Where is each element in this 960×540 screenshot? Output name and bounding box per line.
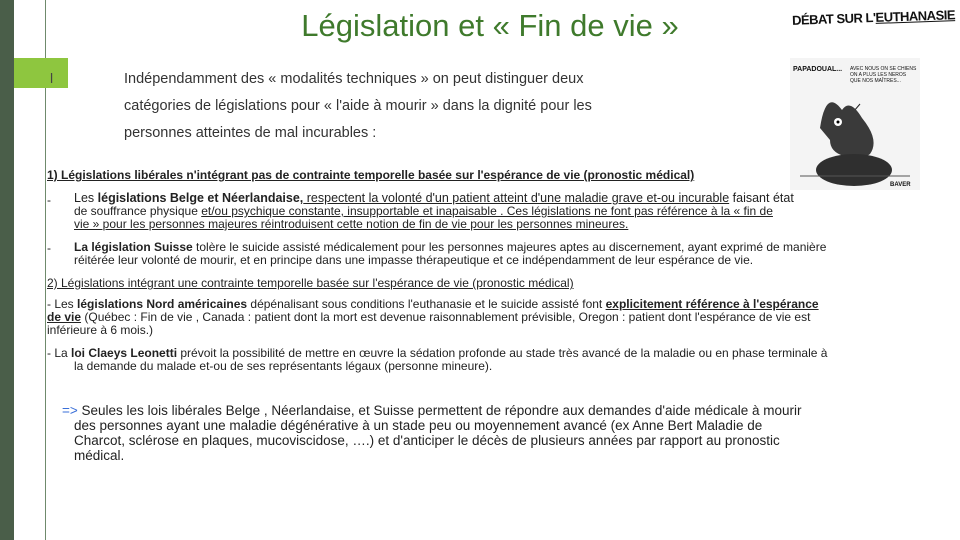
section1-item1: Les législations Belge et Néerlandaise, respectent la volonté d'un patient atteint d'une maladie grave et-ou incurable faisant état de souffrance physique et/ou psychique constante, insupportable et inapaisable . Ces législations ne font pas référence à la « fin de vie » pour les personnes majeures réintroduisent cette notion de fin de vie pour les personnes mineures. bbox=[74, 191, 794, 231]
conclusion: => Seules les lois libérales Belge , Néerlandaise, et Suisse permettent de répondre aux demandes d'aide médicale à mourir des personnes ayant une maladie dégénérative à un stade peu ou moyennement avancé (ex Anne Bert Maladie de Charcot, sclérose en plaques, mucoviscidose, ….) et d'anticiper le décès de plusieurs années par rapport au pronostic médical. bbox=[62, 403, 802, 463]
cartoon-title-part2: EUTHANASIE bbox=[875, 7, 956, 25]
speech-bubble bbox=[850, 66, 918, 110]
section2-heading: 2) Législations intégrant une contrainte temporelle basée sur l'espérance de vie (pronostic médical) bbox=[47, 276, 574, 290]
section1-item2: La législation Suisse tolère le suicide assisté médicalement pour les personnes majeures aptes au discernement, ayant exprimé de manière réitérée leur volonté de mourir, et en principe dans une impasse thérapeutique et ce indépendamment de leur espérance de vie. bbox=[74, 240, 827, 267]
dog-body bbox=[816, 154, 892, 186]
cartoon-illustration bbox=[790, 58, 920, 190]
left-accent-bar bbox=[0, 0, 14, 540]
cartoon-title bbox=[792, 7, 955, 28]
cartoon-caption: PAPADOUAL... bbox=[793, 66, 843, 73]
slide-title: Législation et « Fin de vie » bbox=[301, 8, 679, 43]
section1-item1-dash: - bbox=[47, 193, 51, 207]
cartoon-title-part1: DÉBAT SUR L' bbox=[791, 9, 876, 28]
intro-marker: l bbox=[50, 70, 54, 86]
speech-text: AVEC NOUS ON SE CHIENS ON A PLUS LES NEROS QUE NOS MAÎTRES... bbox=[850, 66, 917, 84]
intro-line-2: catégories de législations pour « l'aide à mourir » dans la dignité pour les bbox=[124, 98, 592, 114]
arrow-icon: => bbox=[62, 403, 78, 418]
section2-item1: - Les législations Nord américaines dépénalisant sous conditions l'euthanasie et le suicide assisté font explicitement référence à l'espérance de vie (Québec : Fin de vie , Canada : patient dont la mort est devenue raisonnablement prévisible, Oregon : patient dont l'espérance de vie est inférieure à 6 mois.) bbox=[47, 297, 819, 337]
intro-text bbox=[124, 66, 644, 147]
intro-line-3: personnes atteintes de mal incurables : bbox=[124, 125, 377, 141]
section2-item2: - La loi Claeys Leonetti prévoit la possibilité de mettre en œuvre la sédation profonde au stade très avancé de la maladie ou en phase terminale à la demande du malade et-ou de ses représentants légaux (personne mineure). bbox=[47, 346, 828, 373]
cartoon-signature: BAVER bbox=[890, 182, 911, 188]
bullet-tab bbox=[14, 58, 68, 88]
section1-heading: 1) Législations libérales n'intégrant pas de contrainte temporelle basée sur l'espérance de vie (pronostic médical) bbox=[47, 168, 695, 182]
intro-line-1: Indépendamment des « modalités techniques » on peut distinguer deux bbox=[124, 71, 584, 87]
section1-item2-dash: - bbox=[47, 241, 51, 255]
